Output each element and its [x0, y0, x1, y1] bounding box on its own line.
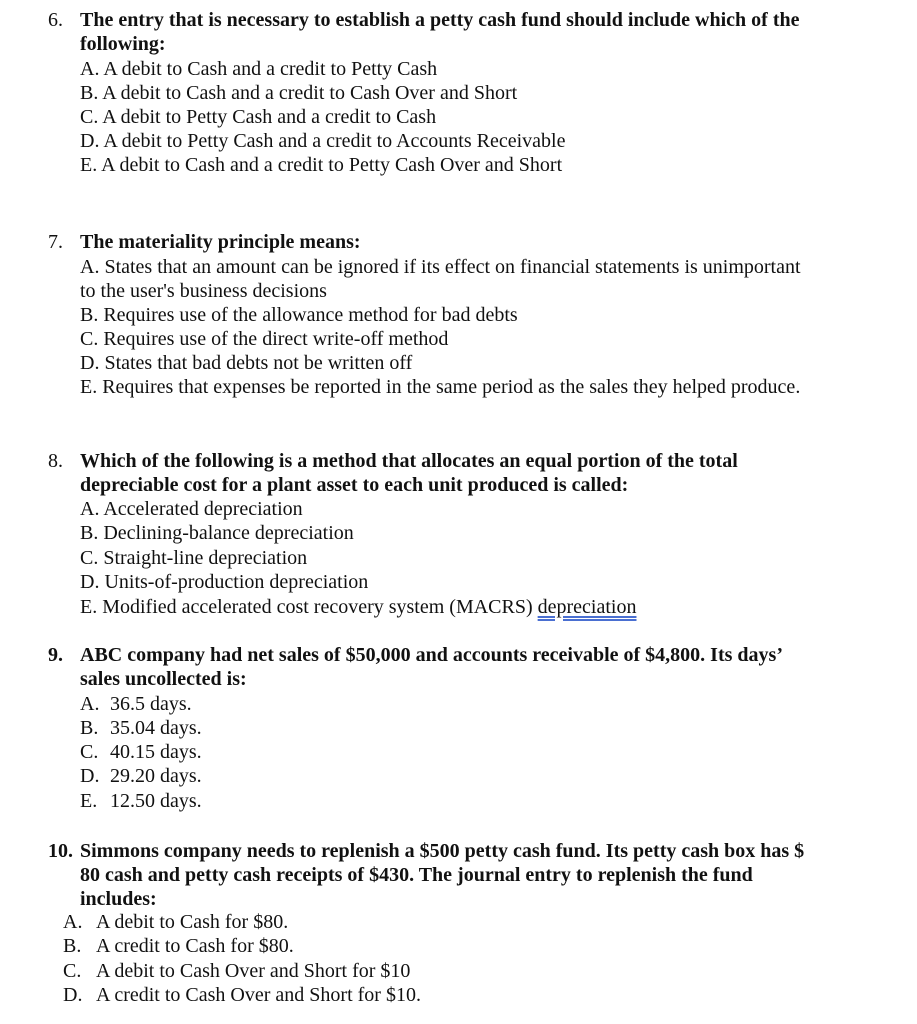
option-text: 35.04 days. — [110, 717, 202, 739]
question-stem-line: The materiality principle means: — [80, 231, 361, 253]
question-number: 8. — [48, 450, 63, 472]
underlined-word: depreciation — [537, 596, 637, 618]
answer-option — [80, 740, 202, 764]
answer-option: C. Requires use of the direct write-off method — [80, 328, 449, 350]
answer-option — [80, 764, 202, 788]
answer-option: A. Accelerated depreciation — [80, 498, 303, 520]
answer-option: C. Straight-line depreciation — [80, 547, 308, 569]
question-stem-line: depreciable cost for a plant asset to each unit produced is called: — [80, 474, 629, 496]
question-number: 10. — [48, 840, 73, 862]
option-text: A debit to Cash Over and Short for $10 — [96, 960, 411, 982]
answer-option — [80, 716, 202, 740]
answer-option — [63, 910, 288, 934]
question-number: 7. — [48, 231, 63, 253]
option-text: 36.5 days. — [110, 693, 192, 715]
answer-option: B. Declining-balance depreciation — [80, 522, 354, 544]
question-stem-line: Simmons company needs to replenish a $500 petty cash fund. Its petty cash box has $ — [80, 840, 805, 862]
answer-option: B. Requires use of the allowance method for bad debts — [80, 304, 518, 326]
question-number: 9. — [48, 644, 63, 666]
question-stem-line: sales uncollected is: — [80, 668, 247, 690]
answer-option: D. Units-of-production depreciation — [80, 571, 369, 593]
answer-option — [63, 959, 410, 983]
answer-option: E. A debit to Cash and a credit to Petty Cash Over and Short — [80, 154, 563, 176]
option-letter: D. — [80, 765, 100, 787]
answer-option: A. A debit to Cash and a credit to Petty Cash — [80, 58, 438, 80]
option-letter: E. — [80, 790, 98, 812]
answer-option — [80, 595, 636, 619]
answer-option: D. States that bad debts not be written off — [80, 352, 413, 374]
question-stem-line: includes: — [80, 888, 157, 910]
answer-option: A. States that an amount can be ignored if its effect on financial statements is unimportant — [80, 256, 801, 278]
answer-option: C. A debit to Petty Cash and a credit to Cash — [80, 106, 437, 128]
answer-option: E. Requires that expenses be reported in the same period as the sales they helped produce. — [80, 376, 801, 398]
answer-option: D. A debit to Petty Cash and a credit to Accounts Receivable — [80, 130, 566, 152]
option-letter: C. — [63, 960, 82, 982]
option-text: A credit to Cash Over and Short for $10. — [96, 984, 421, 1006]
question-stem-line: The entry that is necessary to establish a petty cash fund should include which of the — [80, 9, 800, 31]
answer-option — [63, 934, 294, 958]
question-stem-line: Which of the following is a method that allocates an equal portion of the total — [80, 450, 738, 472]
answer-option-text: E. Modified accelerated cost recovery system (MACRS) — [80, 596, 533, 618]
answer-option — [63, 983, 421, 1007]
option-text: A debit to Cash for $80. — [96, 911, 289, 933]
option-letter: B. — [63, 935, 82, 957]
question-stem-line: 80 cash and petty cash receipts of $430. The journal entry to replenish the fund — [80, 864, 753, 886]
option-text: 29.20 days. — [110, 765, 202, 787]
answer-option — [80, 789, 202, 813]
option-letter: A. — [63, 911, 83, 933]
answer-option: B. A debit to Cash and a credit to Cash Over and Short — [80, 82, 518, 104]
option-text: 12.50 days. — [110, 790, 202, 812]
question-stem-line: following: — [80, 33, 166, 55]
answer-option — [80, 692, 192, 716]
option-letter: B. — [80, 717, 99, 739]
option-text: 40.15 days. — [110, 741, 202, 763]
option-letter: D. — [63, 984, 83, 1006]
option-letter: A. — [80, 693, 100, 715]
question-stem-line: ABC company had net sales of $50,000 and accounts receivable of $4,800. Its days’ — [80, 644, 783, 666]
option-letter: C. — [80, 741, 99, 763]
answer-option-continuation: to the user's business decisions — [80, 280, 327, 302]
option-text: A credit to Cash for $80. — [96, 935, 294, 957]
question-number: 6. — [48, 9, 63, 31]
